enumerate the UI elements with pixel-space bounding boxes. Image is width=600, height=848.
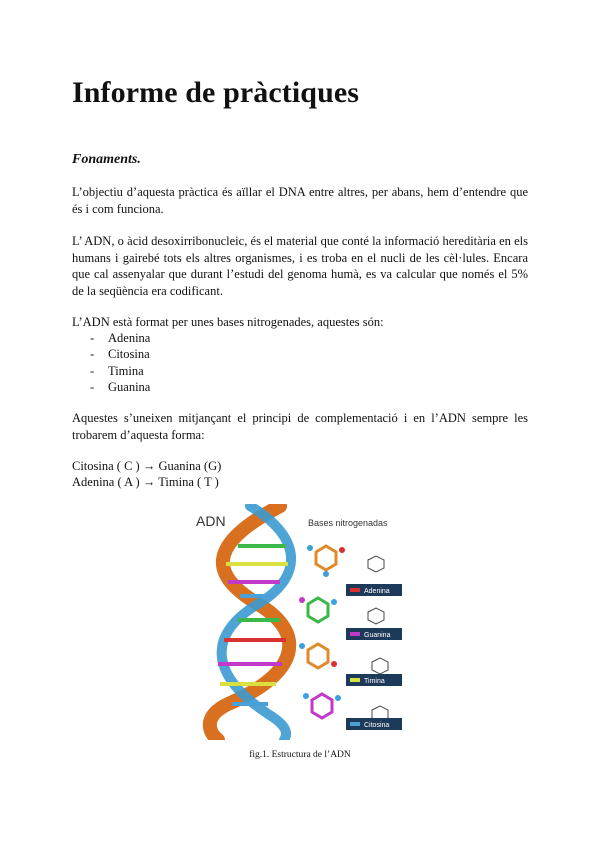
- bases-list: [72, 330, 150, 396]
- list-item: - Timina: [90, 363, 144, 378]
- figure-caption: fig.1. Estructura de l’ADN: [249, 750, 351, 760]
- figure-subtitle: Bases nitrogenadas: [308, 518, 388, 528]
- dna-figure: [188, 504, 412, 740]
- color-swatch: [350, 632, 360, 636]
- svg-text:Adenina: Adenina: [364, 588, 390, 595]
- molecule-adenine-model: [307, 545, 345, 577]
- paragraph-bases-intro: L’ADN està format per unes bases nitrogenades, aquestes són:: [72, 315, 384, 329]
- base-pair-cg: Citosina ( C ) → Guanina (G): [72, 459, 222, 473]
- svg-text:Citosina: Citosina: [364, 722, 390, 729]
- section-title: Fonaments.: [72, 152, 141, 167]
- dna-illustration: [188, 504, 412, 740]
- paragraph-objective: L’objectiu d’aquesta pràctica és aïllar el DNA entre altres, per abans, hem d’entendre que és i com funciona.: [72, 185, 528, 216]
- paragraph-dna-definition: L’ ADN, o àcid desoxirribonucleic, és el material que conté la informació hereditària en els humans i gairebé tots els altres organismes, i es troba en el nucli de les cèl·lules. Encara que cal assenyalar que durant l’estudi del genoma humà, es va calcular que només el 5% de la seqüència era codificant.: [72, 234, 528, 298]
- label-bar-timina: [346, 674, 402, 686]
- figure-title: ADN: [196, 513, 226, 529]
- label-bar-guanina: [346, 628, 402, 640]
- color-swatch: [350, 722, 360, 726]
- color-swatch: [350, 678, 360, 682]
- molecule-cytosine-model: [303, 693, 341, 718]
- base-pair-at: Adenina ( A ) → Timina ( T ): [72, 475, 219, 489]
- label-bar-citosina: [346, 718, 402, 730]
- color-swatch: [350, 588, 360, 592]
- label-bar-adenina: [346, 584, 402, 596]
- svg-text:Timina: Timina: [364, 678, 385, 685]
- list-item: - Adenina: [90, 331, 151, 345]
- svg-text:Guanina: Guanina: [364, 632, 391, 639]
- page-title: Informe de pràctiques: [72, 76, 360, 109]
- molecule-guanine-model: [299, 597, 337, 622]
- list-item: - Guanina: [90, 380, 151, 395]
- molecule-thymine-model: [299, 643, 337, 668]
- list-item: - Citosina: [90, 347, 150, 362]
- paragraph-complementation: Aquestes s’uneixen mitjançant el principi de complementació i en l’ADN sempre les trobarem d’aquesta forma:: [72, 411, 528, 442]
